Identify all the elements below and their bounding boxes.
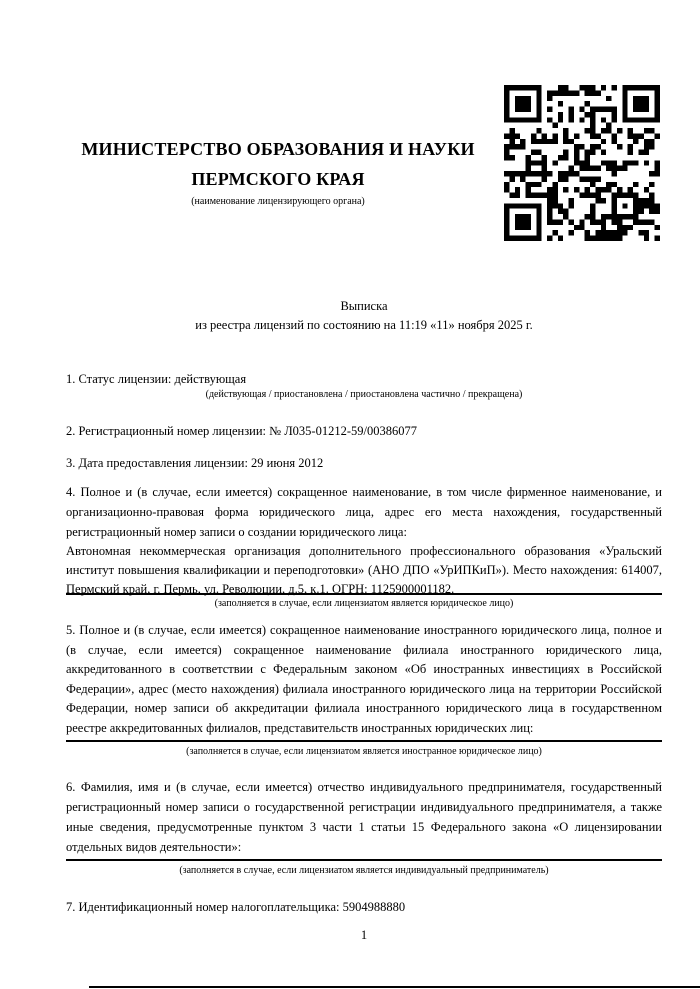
- item-1-license-status: 1. Статус лицензии: действующая: [66, 372, 247, 386]
- item-5-note: (заполняется в случае, если лицензиатом является иностранное юридическое лицо): [186, 746, 542, 757]
- fill-line-legal-entity: [66, 593, 662, 595]
- fill-line-individual-entrepreneur: [66, 859, 662, 861]
- item-4-legal-entity-value: Автономная некоммерческая организация дополнительного профессионального образования «Уральский институт повышения квалификации и переподготовки» (АНО ДПО «УрИПКиП»). Место нахождения: 614007, Пермский край, г. Пермь, ул. Революции, д.5, к.1. ОГРН: 1125900001182.: [66, 544, 662, 596]
- item-6-note: (заполняется в случае, если лицензиатом является индивидуальный предприниматель): [179, 865, 549, 876]
- ministry-name: [66, 134, 490, 194]
- document-title-line1: Выписка: [340, 299, 388, 313]
- fill-line-foreign-entity: [66, 740, 662, 742]
- item-1-note: (действующая / приостановлена / приостановлена частично / прекращена): [205, 389, 523, 400]
- item-2-registration-number: 2. Регистрационный номер лицензии: № Л035-01212-59/00386077: [66, 424, 417, 438]
- document-title-line2: из реестра лицензий по состоянию на 11:19 «11» ноября 2025 г.: [195, 318, 533, 332]
- qr-code-icon: [504, 85, 660, 241]
- next-page-edge-line: [89, 986, 700, 988]
- ministry-name-line1: МИНИСТЕРСТВО ОБРАЗОВАНИЯ И НАУКИ: [81, 139, 475, 159]
- item-6-individual-entrepreneur-label: 6. Фамилия, имя и (в случае, если имеется) отчество индивидуального предпринимателя, государственный регистрационный номер записи о государственной регистрации индивидуального предпринимателя, а также иные сведения, предусмотренные пунктом 3 части 1 статьи 15 Федерального закона «О лицензировании отдельных видов деятельности»:: [66, 780, 662, 854]
- item-4-note: (заполняется в случае, если лицензиатом является юридическое лицо): [214, 598, 514, 609]
- item-3-license-date: 3. Дата предоставления лицензии: 29 июня 2012: [66, 456, 324, 470]
- item-5-foreign-entity-label: 5. Полное и (в случае, если имеется) сокращенное наименование иностранного юридического лица, полное и (в случае, если имеется) сокращенное наименование филиала иностранного юридического лица, аккредитованного в соответствии с Федеральным законом «Об иностранных инвестициях в Российской Федерации», адрес (место нахождения) филиала иностранного юридического лица на территории Российской Федерации, номер записи об аккредитации филиала иностранного юридического лица в государственном реестре аккредитованных филиалов, представительств иностранных юридических лиц:: [66, 623, 662, 735]
- document-title: [66, 297, 662, 335]
- page-number: 1: [360, 928, 368, 942]
- ministry-name-line2: ПЕРМСКОГО КРАЯ: [191, 169, 365, 189]
- item-4-legal-entity-label: 4. Полное и (в случае, если имеется) сокращенное наименование, в том числе фирменное наименование, и организационно-правовая форма юридического лица, адрес его места нахождения, государственный регистрационный номер записи о создании юридического лица:: [66, 485, 662, 539]
- item-7-taxpayer-number: 7. Идентификационный номер налогоплательщика: 5904988880: [66, 900, 406, 914]
- licensing-authority-caption: (наименование лицензирующего органа): [191, 196, 365, 207]
